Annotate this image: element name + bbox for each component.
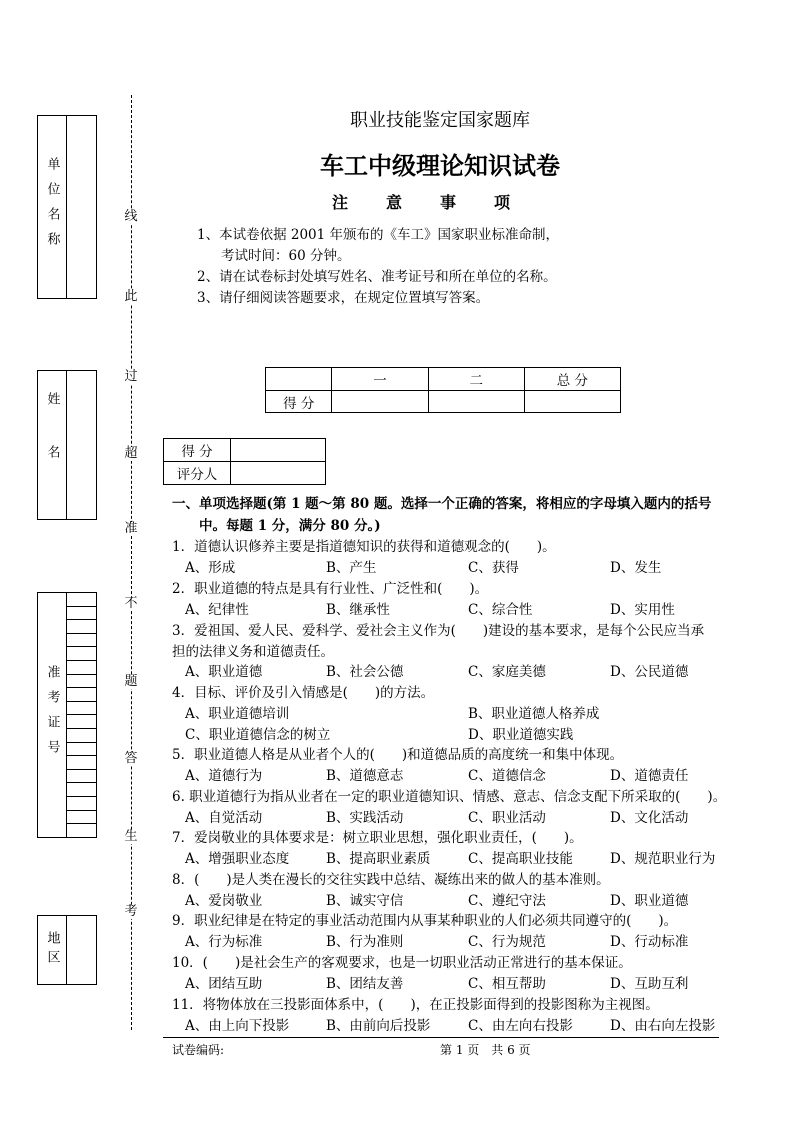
seal-char: 线 xyxy=(124,209,138,224)
question-text: 3．爱祖国、爱人民、爱科学、爱社会主义作为( )建设的基本要求，是每个公民应当承 xyxy=(172,623,705,639)
grader-score-label: 得 分 xyxy=(164,439,231,462)
question-text: 5．职业道德人格是从业者个人的( )和道德品质的高度统一和集中体现。 xyxy=(172,747,624,763)
score-col-header: 总 分 xyxy=(524,368,620,391)
option[interactable]: B、社会公德 xyxy=(326,664,404,680)
question-text: 6. 职业道德行为指从业者在一定的职业道德知识、情感、意志、信念支配下所采取的( )。 xyxy=(172,789,727,805)
grader-table xyxy=(163,438,326,485)
exam-subtitle: 职业技能鉴定国家题库 xyxy=(350,110,530,131)
grader-label: 评分人 xyxy=(164,462,231,485)
notes-heading: 注意事项 xyxy=(331,193,548,212)
option[interactable]: B、道德意志 xyxy=(326,768,404,784)
question-text: 7．爱岗敬业的具体要求是：树立职业思想，强化职业责任，( )。 xyxy=(172,830,583,846)
option[interactable]: B、由前向后投影 xyxy=(326,1018,431,1034)
question-text: 10．( )是社会生产的客观要求，也是一切职业活动正常进行的基本保证。 xyxy=(172,955,632,971)
option[interactable]: D、互助互利 xyxy=(610,976,689,992)
seal-char: 答 xyxy=(124,751,138,766)
seal-char: 过 xyxy=(124,369,138,384)
note-3: 3、请仔细阅读答题要求，在规定位置填写答案。 xyxy=(197,290,490,306)
option[interactable]: B、职业道德人格养成 xyxy=(468,706,600,722)
score-cell[interactable] xyxy=(428,391,524,413)
region-label: 地区 xyxy=(38,916,67,984)
score-col-header: 二 xyxy=(428,368,524,391)
option[interactable]: A、增强职业态度 xyxy=(185,851,290,867)
exam-code-label: 试卷编码: xyxy=(172,1043,225,1057)
option[interactable]: A、自觉活动 xyxy=(185,810,263,826)
option[interactable]: A、团结互助 xyxy=(185,976,263,992)
seal-char: 准 xyxy=(124,521,138,536)
question-text: 1．道德认识修养主要是指道德知识的获得和道德观念的( )。 xyxy=(172,539,556,555)
question-text: 11．将物体放在三投影面体系中，( )，在正投影面得到的投影图称为主视图。 xyxy=(172,997,659,1013)
region-box xyxy=(37,915,97,985)
seal-line xyxy=(131,95,132,1030)
name-box xyxy=(37,370,97,520)
option[interactable]: A、道德行为 xyxy=(185,768,263,784)
option[interactable]: B、行为准则 xyxy=(326,934,404,950)
option[interactable]: D、职业道德实践 xyxy=(468,727,574,743)
option[interactable]: A、纪律性 xyxy=(185,602,249,618)
footer-rule xyxy=(163,1037,719,1038)
question-text: 2．职业道德的特点是具有行业性、广泛性和( )。 xyxy=(172,581,489,597)
option[interactable]: A、由上向下投影 xyxy=(185,1018,290,1034)
seal-char: 生 xyxy=(124,829,138,844)
name-label: 姓名 xyxy=(38,371,67,519)
option[interactable]: C、道德信念 xyxy=(468,768,546,784)
seal-char: 考 xyxy=(124,904,138,919)
score-col-header: 一 xyxy=(332,368,428,391)
option[interactable]: D、文化活动 xyxy=(610,810,689,826)
note-1: 1、本试卷依据 2001 年颁布的《车工》国家职业标准命制， xyxy=(197,227,560,243)
exam-id-label: 准考证号 xyxy=(38,593,67,837)
question-text: 4．目标、评价及引入情感是( )的方法。 xyxy=(172,685,435,701)
option[interactable]: D、由右向左投影 xyxy=(610,1018,716,1034)
score-row-label: 得 分 xyxy=(266,391,332,413)
option[interactable]: C、相互帮助 xyxy=(468,976,546,992)
option[interactable]: C、职业活动 xyxy=(468,810,546,826)
option[interactable]: A、爱岗敬业 xyxy=(185,893,263,909)
option[interactable]: B、提高职业素质 xyxy=(326,851,431,867)
option[interactable]: D、规范职业行为 xyxy=(610,851,716,867)
question-text: 8．( )是人类在漫长的交往实践中总结、凝练出来的做人的基本准则。 xyxy=(172,872,610,888)
grader-cell[interactable] xyxy=(231,462,326,485)
grader-score-cell[interactable] xyxy=(231,439,326,462)
exam-title: 车工中级理论知识试卷 xyxy=(320,151,560,180)
option[interactable]: C、遵纪守法 xyxy=(468,893,546,909)
option[interactable]: C、家庭美德 xyxy=(468,664,546,680)
option[interactable]: D、行动标准 xyxy=(610,934,689,950)
section-heading-cont: 中。每题 1 分，满分 80 分。) xyxy=(199,518,381,534)
score-cell[interactable] xyxy=(524,391,620,413)
score-table xyxy=(265,367,621,413)
option[interactable]: D、发生 xyxy=(610,560,662,576)
option[interactable]: B、产生 xyxy=(326,560,377,576)
seal-char: 超 xyxy=(124,446,138,461)
exam-id-box xyxy=(37,592,97,838)
page-number: 第 1 页 共 6 页 xyxy=(440,1043,531,1057)
section-heading: 一、单项选择题(第 1 题～第 80 题。选择一个正确的答案，将相应的字母填入题内的括号 xyxy=(172,496,712,512)
question-text: 9．职业纪律是在特定的事业活动范围内从事某种职业的人们必须共同遵守的( )。 xyxy=(172,913,678,929)
note-2: 2、请在试卷标封处填写姓名、准考证号和所在单位的名称。 xyxy=(197,269,557,285)
option[interactable]: B、实践活动 xyxy=(326,810,404,826)
option[interactable]: B、诚实守信 xyxy=(326,893,404,909)
option[interactable]: A、职业道德 xyxy=(185,664,263,680)
unit-name-label: 单位名称 xyxy=(38,116,67,298)
option[interactable]: A、行为标准 xyxy=(185,934,263,950)
option[interactable]: C、由左向右投影 xyxy=(468,1018,573,1034)
question-text-cont: 担的法律义务和道德责任。 xyxy=(172,644,334,660)
seal-char: 不 xyxy=(124,596,138,611)
option[interactable]: C、行为规范 xyxy=(468,934,546,950)
seal-char: 此 xyxy=(124,289,138,304)
note-1-cont: 考试时间：60 分钟。 xyxy=(221,248,351,264)
exam-id-grid[interactable] xyxy=(66,593,96,837)
option[interactable]: C、综合性 xyxy=(468,602,533,618)
option[interactable]: B、继承性 xyxy=(326,602,390,618)
option[interactable]: A、形成 xyxy=(185,560,236,576)
option[interactable]: C、职业道德信念的树立 xyxy=(185,727,331,743)
option[interactable]: D、职业道德 xyxy=(610,893,689,909)
option[interactable]: B、团结友善 xyxy=(326,976,404,992)
option[interactable]: D、实用性 xyxy=(610,602,675,618)
option[interactable]: A、职业道德培训 xyxy=(185,706,290,722)
option[interactable]: D、道德责任 xyxy=(610,768,689,784)
option[interactable]: D、公民道德 xyxy=(610,664,689,680)
seal-char: 题 xyxy=(124,674,138,689)
score-cell[interactable] xyxy=(332,391,428,413)
option[interactable]: C、获得 xyxy=(468,560,519,576)
option[interactable]: C、提高职业技能 xyxy=(468,851,573,867)
